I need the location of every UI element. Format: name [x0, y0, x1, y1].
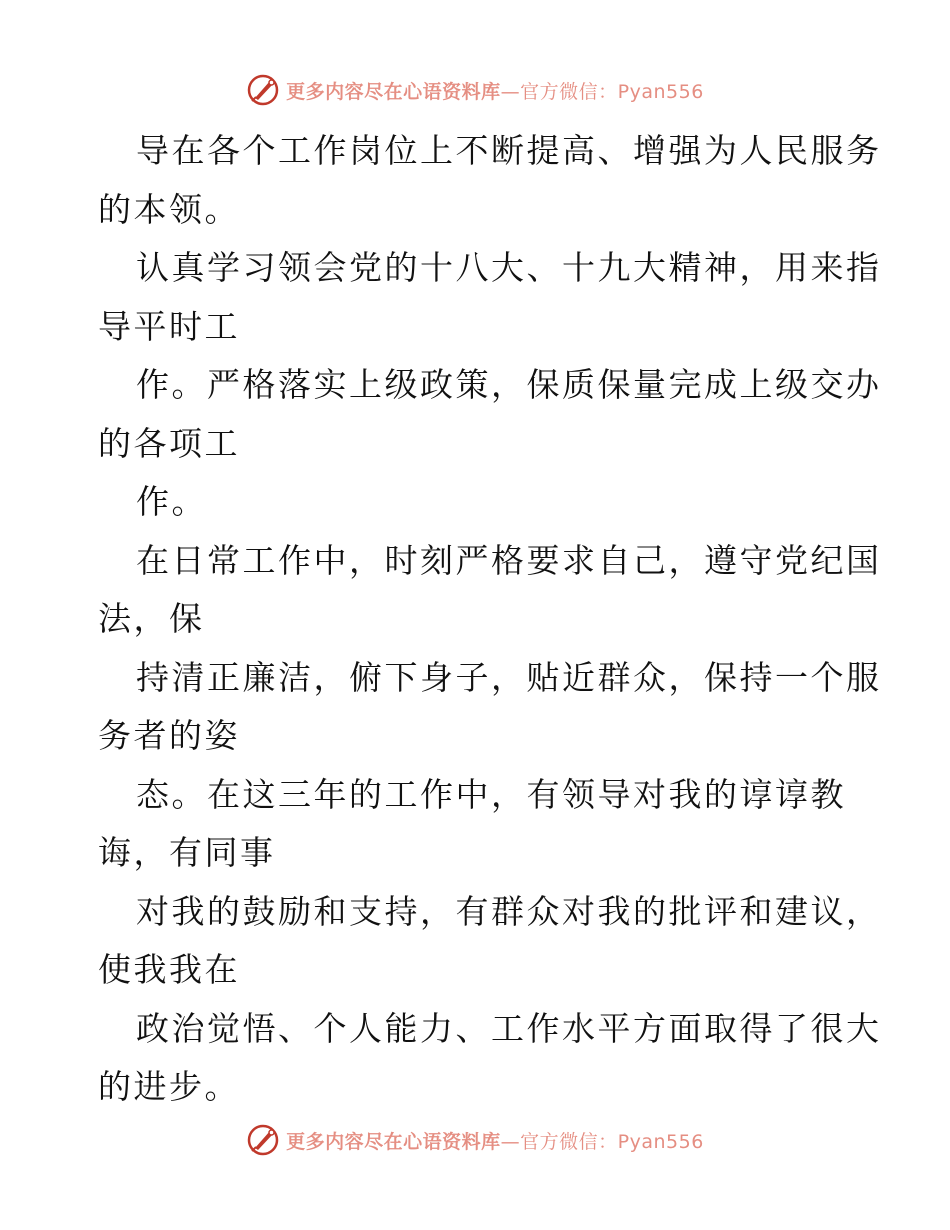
- text-line: 对我的鼓励和支持，有群众对我的批评和建议，: [136, 891, 882, 931]
- text-line: 认真学习领会党的十八大、十九大精神，用来指: [136, 248, 882, 287]
- text-line: 政治觉悟、个人能力、工作水平方面取得了很大: [136, 1008, 882, 1048]
- footer-text: [286, 1127, 704, 1154]
- text-line: 作。严格落实上级政策，保质保量完成上级交办: [136, 365, 882, 404]
- text-line: 作。: [136, 482, 207, 521]
- quill-logo-icon: [246, 1123, 280, 1157]
- header-text: [286, 77, 704, 104]
- quill-logo-icon: [246, 73, 280, 107]
- text-line: 诲，有同事: [98, 833, 276, 872]
- text-line: 使我我在: [98, 950, 240, 989]
- text-line: 的本领。: [98, 189, 240, 229]
- text-line: 的各项工: [98, 423, 240, 463]
- header-banner: [0, 70, 950, 110]
- text-line: 务者的姿: [98, 716, 240, 755]
- footer-brand: 更多内容尽在心语资料库: [286, 1130, 501, 1153]
- text-line: 态。在这三年的工作中，有领导对我的谆谆教: [136, 774, 846, 814]
- header-suffix: —官方微信：Pyan556: [500, 80, 704, 103]
- text-line: 法，保: [98, 599, 205, 638]
- footer-banner: [0, 1120, 950, 1160]
- text-line: 在日常工作中，时刻严格要求自己，遵守党纪国: [136, 540, 882, 580]
- text-line: 导平时工: [98, 306, 240, 346]
- header-brand: 更多内容尽在心语资料库: [286, 80, 501, 103]
- footer-suffix: —官方微信：Pyan556: [500, 1130, 704, 1153]
- text-line: 持清正廉洁，俯下身子，贴近群众，保持一个服: [136, 657, 882, 697]
- text-line: 的进步。: [98, 1067, 240, 1106]
- text-line: 导在各个工作岗位上不断提高、增强为人民服务: [136, 131, 882, 170]
- document-body: [98, 122, 882, 1117]
